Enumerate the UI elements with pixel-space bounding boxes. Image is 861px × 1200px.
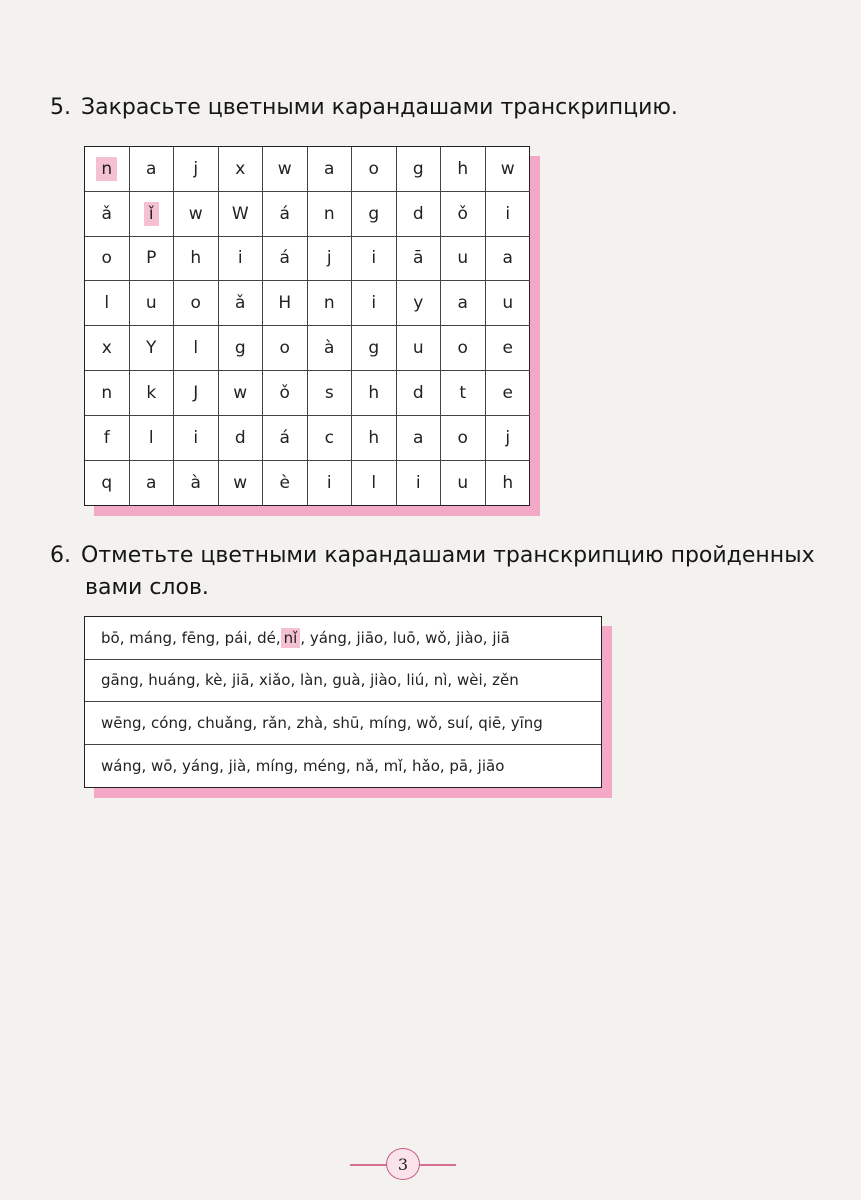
- word-row: [85, 745, 601, 788]
- grid-cell: [486, 371, 531, 416]
- word-row-text: wáng, wō, yáng, jià, míng, méng, nǎ, mǐ, hǎo, pā, jiāo: [101, 756, 505, 775]
- grid-cell: [219, 281, 264, 326]
- word-row-text: bō, máng, fēng, pái, dé,: [101, 628, 281, 647]
- task6-title-line2: вами слов.: [85, 575, 209, 600]
- grid-cell-letter: è: [279, 472, 290, 493]
- grid-cell-letter: Y: [146, 338, 157, 359]
- grid-cell-letter: w: [188, 203, 203, 224]
- grid-cell: [441, 237, 486, 282]
- grid-cell: [308, 326, 353, 371]
- grid-cell: [263, 371, 308, 416]
- word-row-text: , yáng, jiāo, luō, wǒ, jiào, jiā: [300, 628, 510, 647]
- grid-cell: [263, 281, 308, 326]
- grid-cell: [219, 237, 264, 282]
- grid-cell: [441, 371, 486, 416]
- grid-cell-letter: g: [368, 338, 380, 359]
- grid-cell-letter: a: [413, 427, 424, 448]
- grid-cell: [397, 281, 442, 326]
- grid-cell-letter: t: [459, 382, 467, 403]
- grid-cell-letter: ǒ: [457, 203, 468, 224]
- grid-cell-letter: i: [371, 248, 377, 269]
- grid-cell: [219, 192, 264, 237]
- grid-cell: [308, 147, 353, 192]
- grid-cell: [174, 281, 219, 326]
- grid-cell: [219, 416, 264, 461]
- grid-cell: [486, 416, 531, 461]
- grid-cell: [263, 192, 308, 237]
- grid-cell-letter: a: [324, 158, 335, 179]
- grid-cell-letter: e: [502, 338, 513, 359]
- grid-cell: [85, 461, 130, 506]
- grid-cell: [397, 192, 442, 237]
- grid-cell-letter: ā: [413, 248, 424, 269]
- grid-cell-letter: n: [323, 203, 335, 224]
- grid-cell-letter: n: [323, 293, 335, 314]
- grid-cell-letter: o: [457, 427, 468, 448]
- grid-cell: [352, 416, 397, 461]
- word-row-highlight: nǐ: [281, 628, 301, 648]
- grid-cell-letter: x: [235, 158, 246, 179]
- word-table-block: [84, 616, 602, 788]
- grid-cell: [486, 281, 531, 326]
- grid-cell: [130, 326, 175, 371]
- grid-cell-letter: à: [324, 338, 335, 359]
- grid-cell: [174, 461, 219, 506]
- grid-cell-letter: h: [368, 427, 380, 448]
- grid-cell: [85, 147, 130, 192]
- grid-cell-letter: i: [326, 472, 332, 493]
- grid-cell-letter: g: [368, 203, 380, 224]
- grid-cell: [441, 192, 486, 237]
- word-row: [85, 702, 601, 745]
- grid-cell: [441, 461, 486, 506]
- grid-cell: [397, 461, 442, 506]
- grid-cell: [263, 416, 308, 461]
- grid-cell: [352, 147, 397, 192]
- grid-cell: [308, 281, 353, 326]
- grid-cell-letter: w: [277, 158, 292, 179]
- grid-cell: [352, 326, 397, 371]
- grid-cell: [352, 371, 397, 416]
- task5-title: [50, 92, 678, 124]
- grid-cell: [486, 147, 531, 192]
- grid-cell: [130, 281, 175, 326]
- grid-cell-letter: h: [368, 382, 380, 403]
- grid-cell-letter: a: [146, 472, 157, 493]
- grid-cell: [397, 326, 442, 371]
- grid-cell-letter: u: [145, 293, 157, 314]
- grid-cell-letter: u: [457, 248, 469, 269]
- grid-cell-letter: i: [415, 472, 421, 493]
- grid-cell-letter: s: [324, 382, 334, 403]
- grid-cell: [130, 461, 175, 506]
- task5-title-text: Закрасьте цветными карандашами транскрипцию.: [81, 95, 678, 120]
- grid-cell: [441, 281, 486, 326]
- grid-cell: [219, 461, 264, 506]
- grid-cell-letter: n: [101, 382, 113, 403]
- grid-cell: [352, 461, 397, 506]
- grid-cell: [174, 237, 219, 282]
- grid-cell: [308, 192, 353, 237]
- grid-cell: [441, 416, 486, 461]
- grid-cell: [174, 371, 219, 416]
- grid-cell-letter: g: [412, 158, 424, 179]
- word-row-text: gāng, huáng, kè, jiā, xiǎo, làn, guà, jiào, liú, nì, wèi, zěn: [101, 671, 519, 690]
- grid-cell-letter: l: [148, 427, 154, 448]
- page-number-badge: [350, 1148, 456, 1180]
- grid-cell: [486, 326, 531, 371]
- grid-cell-letter: y: [413, 293, 424, 314]
- grid-cell: [263, 461, 308, 506]
- grid-cell-letter: d: [412, 203, 424, 224]
- grid-cell-letter: ǒ: [279, 382, 290, 403]
- grid-cell-letter: ǐ: [144, 202, 159, 226]
- grid-cell-letter: k: [146, 382, 157, 403]
- grid-cell-letter: o: [101, 248, 112, 269]
- grid-cell: [397, 416, 442, 461]
- letter-grid: [84, 146, 530, 506]
- grid-cell: [174, 192, 219, 237]
- grid-cell: [486, 237, 531, 282]
- grid-cell-letter: q: [101, 472, 113, 493]
- grid-cell-letter: l: [104, 293, 110, 314]
- grid-cell: [85, 192, 130, 237]
- grid-cell: [308, 237, 353, 282]
- grid-cell-letter: á: [279, 203, 290, 224]
- grid-cell: [397, 147, 442, 192]
- grid-cell-letter: W: [231, 203, 249, 224]
- grid-cell-letter: a: [146, 158, 157, 179]
- grid-cell: [85, 371, 130, 416]
- word-table: [84, 616, 602, 788]
- task5-number: 5.: [50, 95, 71, 120]
- page-number: 3: [386, 1148, 420, 1180]
- grid-cell-letter: l: [371, 472, 377, 493]
- grid-cell: [352, 237, 397, 282]
- grid-cell: [130, 147, 175, 192]
- grid-cell-letter: u: [412, 338, 424, 359]
- task6-title: [50, 540, 815, 604]
- grid-cell: [130, 371, 175, 416]
- grid-cell-letter: e: [502, 382, 513, 403]
- grid-cell: [85, 237, 130, 282]
- grid-cell-letter: d: [412, 382, 424, 403]
- grid-cell: [397, 237, 442, 282]
- grid-cell: [397, 371, 442, 416]
- grid-cell-letter: w: [233, 472, 248, 493]
- grid-cell: [352, 192, 397, 237]
- grid-cell-letter: x: [101, 338, 112, 359]
- grid-cell-letter: u: [457, 472, 469, 493]
- grid-cell-letter: i: [505, 203, 511, 224]
- grid-cell: [308, 416, 353, 461]
- task6-title-line1: Отметьте цветными карандашами транскрипцию пройденных: [81, 543, 815, 568]
- grid-cell-letter: w: [233, 382, 248, 403]
- grid-cell-letter: j: [505, 427, 511, 448]
- grid-cell-letter: h: [502, 472, 514, 493]
- grid-cell-letter: f: [103, 427, 110, 448]
- grid-cell: [219, 326, 264, 371]
- grid-cell-letter: w: [500, 158, 515, 179]
- grid-cell: [486, 192, 531, 237]
- grid-cell-letter: h: [190, 248, 202, 269]
- grid-cell: [85, 416, 130, 461]
- grid-cell: [308, 371, 353, 416]
- grid-cell-letter: ǎ: [235, 293, 246, 314]
- grid-cell-letter: P: [146, 248, 157, 269]
- grid-cell: [486, 461, 531, 506]
- grid-cell: [174, 326, 219, 371]
- grid-cell: [85, 326, 130, 371]
- grid-cell: [130, 192, 175, 237]
- grid-cell-letter: a: [457, 293, 468, 314]
- grid-cell-letter: ǎ: [101, 203, 112, 224]
- grid-cell-letter: i: [193, 427, 199, 448]
- grid-cell-letter: u: [502, 293, 514, 314]
- grid-cell-letter: o: [457, 338, 468, 359]
- grid-cell: [308, 461, 353, 506]
- grid-cell: [352, 281, 397, 326]
- grid-cell: [174, 147, 219, 192]
- grid-cell: [130, 416, 175, 461]
- word-row-text: wēng, cóng, chuǎng, rǎn, zhà, shū, míng, wǒ, suí, qiē, yīng: [101, 713, 543, 732]
- grid-cell-letter: H: [278, 293, 292, 314]
- grid-cell: [85, 281, 130, 326]
- grid-cell-letter: á: [279, 248, 290, 269]
- grid-cell-letter: o: [190, 293, 201, 314]
- grid-cell-letter: c: [324, 427, 334, 448]
- grid-cell: [441, 326, 486, 371]
- grid-cell-letter: a: [502, 248, 513, 269]
- grid-cell-letter: i: [371, 293, 377, 314]
- grid-cell: [441, 147, 486, 192]
- grid-cell: [263, 147, 308, 192]
- grid-cell: [219, 371, 264, 416]
- grid-cell-letter: g: [234, 338, 246, 359]
- grid-cell-letter: l: [193, 338, 199, 359]
- grid-cell: [263, 326, 308, 371]
- grid-cell-letter: J: [193, 382, 199, 403]
- grid-cell: [130, 237, 175, 282]
- grid-cell-letter: n: [96, 157, 117, 181]
- grid-cell-letter: à: [190, 472, 201, 493]
- letter-grid-block: [84, 146, 530, 506]
- grid-cell-letter: i: [237, 248, 243, 269]
- word-row: [85, 660, 601, 703]
- grid-cell-letter: h: [457, 158, 469, 179]
- grid-cell-letter: o: [368, 158, 379, 179]
- grid-cell-letter: á: [279, 427, 290, 448]
- word-row: [85, 617, 601, 660]
- grid-cell: [219, 147, 264, 192]
- grid-cell-letter: d: [234, 427, 246, 448]
- grid-cell: [174, 416, 219, 461]
- grid-cell: [263, 237, 308, 282]
- grid-cell-letter: j: [193, 158, 199, 179]
- grid-cell-letter: o: [279, 338, 290, 359]
- task6-number: 6.: [50, 543, 71, 568]
- grid-cell-letter: j: [326, 248, 332, 269]
